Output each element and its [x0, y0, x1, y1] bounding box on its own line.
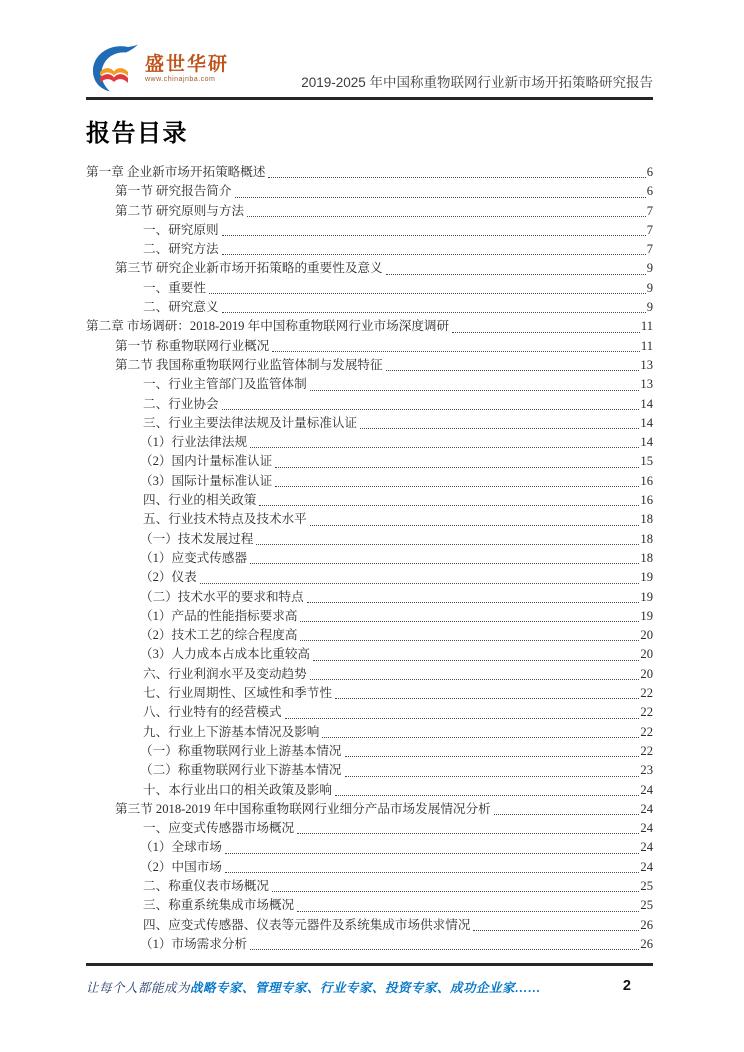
toc-entry-label: 一、应变式传感器市场概况 — [143, 821, 295, 836]
toc-entry — [86, 317, 653, 336]
toc-entry — [86, 684, 653, 703]
brand-url: www.chinajnba.com — [145, 76, 216, 83]
footer-slogan — [86, 978, 541, 996]
toc-entry-page: 16 — [640, 493, 653, 508]
toc-leader-dots — [222, 409, 640, 410]
toc-entry-label: （2）国内计量标准认证 — [140, 454, 273, 469]
toc-leader-dots — [345, 776, 640, 777]
toc-leader-dots — [272, 891, 639, 892]
toc-leader-dots — [313, 660, 639, 661]
toc-leader-dots — [250, 563, 639, 564]
toc-leader-dots — [345, 756, 640, 757]
toc-entry-label: 六、行业利润水平及变动趋势 — [143, 666, 307, 681]
toc-entry-page: 24 — [640, 859, 653, 874]
toc-entry-label: 第一章 企业新市场开拓策略概述 — [86, 165, 266, 179]
toc-entry-page: 16 — [640, 473, 653, 488]
toc-leader-dots — [386, 274, 646, 275]
toc-entry — [86, 761, 653, 780]
toc-entry-label: 一、重要性 — [143, 280, 206, 295]
header-divider — [86, 97, 653, 100]
page-title: 报告目录 — [86, 120, 188, 147]
toc-leader-dots — [247, 216, 646, 217]
toc-leader-dots — [360, 428, 639, 429]
toc-entry-page: 19 — [640, 570, 653, 585]
toc-entry-label: 七、行业周期性、区域性和季节性 — [143, 686, 332, 701]
toc-entry — [86, 452, 653, 471]
toc-entry-page: 6 — [646, 165, 653, 179]
toc-entry-label: 四、行业的相关政策 — [143, 493, 257, 508]
toc-leader-dots — [310, 525, 640, 526]
toc-entry-label: （1）行业法律法规 — [140, 435, 248, 450]
toc-entry-label: 第一节 研究报告简介 — [115, 184, 232, 199]
toc-leader-dots — [285, 718, 640, 719]
toc-entry-label: 三、称重系统集成市场概况 — [143, 898, 295, 913]
toc-entry-page: 20 — [640, 666, 653, 681]
toc-entry — [86, 858, 653, 877]
toc-entry — [86, 549, 653, 568]
logo-mark-icon — [89, 44, 139, 94]
toc-entry-page: 18 — [640, 512, 653, 527]
toc-leader-dots — [222, 312, 646, 313]
toc-entry — [86, 742, 653, 761]
toc-entry-label: 二、行业协会 — [143, 396, 219, 411]
toc-leader-dots — [222, 235, 646, 236]
toc-entry-label: （3）国际计量标准认证 — [140, 473, 273, 488]
toc-entry-page: 22 — [640, 686, 653, 701]
toc-entry-page: 9 — [646, 280, 653, 295]
toc-entry-page: 9 — [646, 300, 653, 315]
toc-leader-dots — [310, 390, 640, 391]
toc-entry-page: 7 — [646, 203, 653, 218]
toc-entry — [86, 221, 653, 240]
toc-entry-page: 14 — [640, 435, 653, 450]
toc-leader-dots — [209, 293, 646, 294]
toc-entry-label: （2）技术工艺的综合程度高 — [140, 628, 298, 643]
toc-entry — [86, 838, 653, 857]
toc-leader-dots — [272, 351, 640, 352]
toc-list — [86, 163, 653, 954]
toc-entry-label: （一）技术发展过程 — [140, 531, 254, 546]
toc-entry-label: （2）仪表 — [140, 570, 197, 585]
toc-entry-page: 14 — [640, 415, 653, 430]
toc-entry-label: 第一节 称重物联网行业概况 — [115, 338, 270, 353]
toc-leader-dots — [494, 814, 640, 815]
toc-leader-dots — [250, 949, 639, 950]
toc-entry — [86, 375, 653, 394]
toc-leader-dots — [322, 737, 639, 738]
toc-entry — [86, 202, 653, 221]
toc-entry-label: （1）应变式传感器 — [140, 550, 248, 565]
toc-leader-dots — [300, 640, 639, 641]
toc-entry — [86, 240, 653, 259]
toc-entry-page: 13 — [640, 377, 653, 392]
toc-leader-dots — [235, 197, 646, 198]
toc-entry — [86, 433, 653, 452]
toc-entry-page: 11 — [640, 338, 653, 353]
toc-entry-label: （二）技术水平的要求和特点 — [140, 589, 304, 604]
document-page — [86, 0, 653, 996]
toc-entry — [86, 645, 653, 664]
report-title: 2019-2025 年中国称重物联网行业新市场开拓策略研究报告 — [301, 75, 653, 90]
toc-entry-page: 6 — [646, 184, 653, 199]
toc-entry-label: 一、研究原则 — [143, 222, 219, 237]
toc-entry-page: 13 — [640, 357, 653, 372]
toc-entry — [86, 916, 653, 935]
toc-entry-label: （二）称重物联网行业下游基本情况 — [140, 763, 342, 778]
toc-entry-page: 14 — [640, 396, 653, 411]
toc-entry-label: 四、应变式传感器、仪表等元器件及系统集成市场供求情况 — [143, 917, 471, 932]
toc-entry — [86, 472, 653, 491]
toc-leader-dots — [268, 177, 645, 178]
toc-leader-dots — [307, 602, 640, 603]
toc-entry — [86, 819, 653, 838]
toc-leader-dots — [335, 795, 640, 796]
footer-slogan-prefix: 让每个人都能成为 — [86, 981, 191, 996]
toc-entry-label: （1）市场需求分析 — [140, 936, 248, 951]
toc-leader-dots — [225, 872, 640, 873]
toc-entry — [86, 414, 653, 433]
toc-entry-page: 26 — [640, 917, 653, 932]
toc-entry-label: 第三节 2018-2019 年中国称重物联网行业细分产品市场发展情况分析 — [115, 801, 491, 816]
toc-leader-dots — [250, 447, 639, 448]
toc-entry-label: （1）全球市场 — [140, 840, 222, 855]
toc-entry-label: 一、行业主管部门及监管体制 — [143, 377, 307, 392]
toc-leader-dots — [452, 332, 640, 333]
toc-leader-dots — [256, 544, 639, 545]
page-number: 2 — [622, 978, 631, 995]
toc-entry-label: （1）产品的性能指标要求高 — [140, 608, 298, 623]
toc-entry-page: 25 — [640, 878, 653, 893]
toc-entry — [86, 877, 653, 896]
toc-entry — [86, 781, 653, 800]
toc-entry — [86, 588, 653, 607]
toc-entry-label: 第二节 我国称重物联网行业监管体制与发展特征 — [115, 357, 383, 372]
toc-leader-dots — [300, 621, 639, 622]
toc-leader-dots — [297, 833, 639, 834]
toc-entry-label: （3）人力成本占成本比重较高 — [140, 647, 311, 662]
toc-entry — [86, 530, 653, 549]
toc-entry-page: 22 — [640, 724, 653, 739]
toc-entry — [86, 665, 653, 684]
toc-entry — [86, 626, 653, 645]
toc-entry-label: 九、行业上下游基本情况及影响 — [143, 724, 320, 739]
toc-entry-label: 第三节 研究企业新市场开拓策略的重要性及意义 — [115, 261, 383, 276]
toc-entry — [86, 298, 653, 317]
toc-leader-dots — [310, 679, 640, 680]
toc-leader-dots — [200, 583, 640, 584]
toc-entry-label: （一）称重物联网行业上游基本情况 — [140, 743, 342, 758]
toc-entry-page: 24 — [640, 821, 653, 836]
toc-leader-dots — [259, 505, 639, 506]
toc-entry-page: 9 — [646, 261, 653, 276]
toc-entry-page: 7 — [646, 222, 653, 237]
toc-entry-label: 二、称重仪表市场概况 — [143, 878, 269, 893]
toc-entry-page: 20 — [640, 628, 653, 643]
footer-slogan-highlight: 战略专家、管理专家、行业专家、投资专家、成功企业家…… — [190, 981, 542, 996]
toc-entry — [86, 510, 653, 529]
toc-entry — [86, 896, 653, 915]
toc-entry-label: 第二节 研究原则与方法 — [115, 203, 245, 218]
toc-leader-dots — [297, 911, 639, 912]
toc-leader-dots — [225, 853, 640, 854]
toc-entry-page: 19 — [640, 589, 653, 604]
toc-entry-page: 7 — [646, 242, 653, 257]
toc-entry-page: 23 — [640, 763, 653, 778]
toc-entry-page: 24 — [640, 782, 653, 797]
toc-entry-label: 八、行业特有的经营模式 — [143, 705, 282, 720]
toc-entry-page: 24 — [640, 801, 653, 816]
toc-entry — [86, 800, 653, 819]
toc-entry-label: 三、行业主要法律法规及计量标准认证 — [143, 415, 358, 430]
toc-entry-page: 25 — [640, 898, 653, 913]
toc-leader-dots — [473, 930, 639, 931]
toc-entry-page: 15 — [640, 454, 653, 469]
toc-entry — [86, 356, 653, 375]
toc-entry-label: 十、本行业出口的相关政策及影响 — [143, 782, 332, 797]
toc-entry — [86, 395, 653, 414]
toc-entry-label: 二、研究方法 — [143, 242, 219, 257]
toc-leader-dots — [275, 486, 639, 487]
toc-entry-page: 18 — [640, 550, 653, 565]
toc-entry — [86, 491, 653, 510]
toc-leader-dots — [386, 370, 640, 371]
toc-entry-page: 24 — [640, 840, 653, 855]
toc-entry-page: 19 — [640, 608, 653, 623]
toc-entry-page: 26 — [640, 936, 653, 951]
toc-entry — [86, 935, 653, 954]
toc-entry-page: 22 — [640, 743, 653, 758]
toc-entry — [86, 279, 653, 298]
toc-entry-label: （2）中国市场 — [140, 859, 222, 874]
toc-entry — [86, 182, 653, 201]
toc-leader-dots — [275, 467, 639, 468]
toc-entry-label: 第二章 市场调研：2018-2019 年中国称重物联网行业市场深度调研 — [86, 319, 450, 334]
toc-entry-page: 18 — [640, 531, 653, 546]
logo-text-block — [145, 55, 229, 83]
toc-entry — [86, 568, 653, 587]
toc-entry — [86, 723, 653, 742]
toc-entry — [86, 259, 653, 278]
page-footer — [86, 966, 653, 996]
page-header — [86, 0, 653, 97]
toc-entry — [86, 337, 653, 356]
toc-entry-page: 20 — [640, 647, 653, 662]
toc-entry-page: 22 — [640, 705, 653, 720]
toc-entry — [86, 607, 653, 626]
company-logo — [89, 44, 229, 94]
toc-leader-dots — [222, 254, 646, 255]
toc-leader-dots — [335, 698, 640, 699]
toc-entry-page: 11 — [640, 319, 653, 334]
toc-entry-label: 五、行业技术特点及技术水平 — [143, 512, 307, 527]
toc-entry — [86, 163, 653, 182]
toc-entry-label: 二、研究意义 — [143, 300, 219, 315]
toc-entry — [86, 703, 653, 722]
brand-name: 盛世华研 — [145, 54, 230, 75]
